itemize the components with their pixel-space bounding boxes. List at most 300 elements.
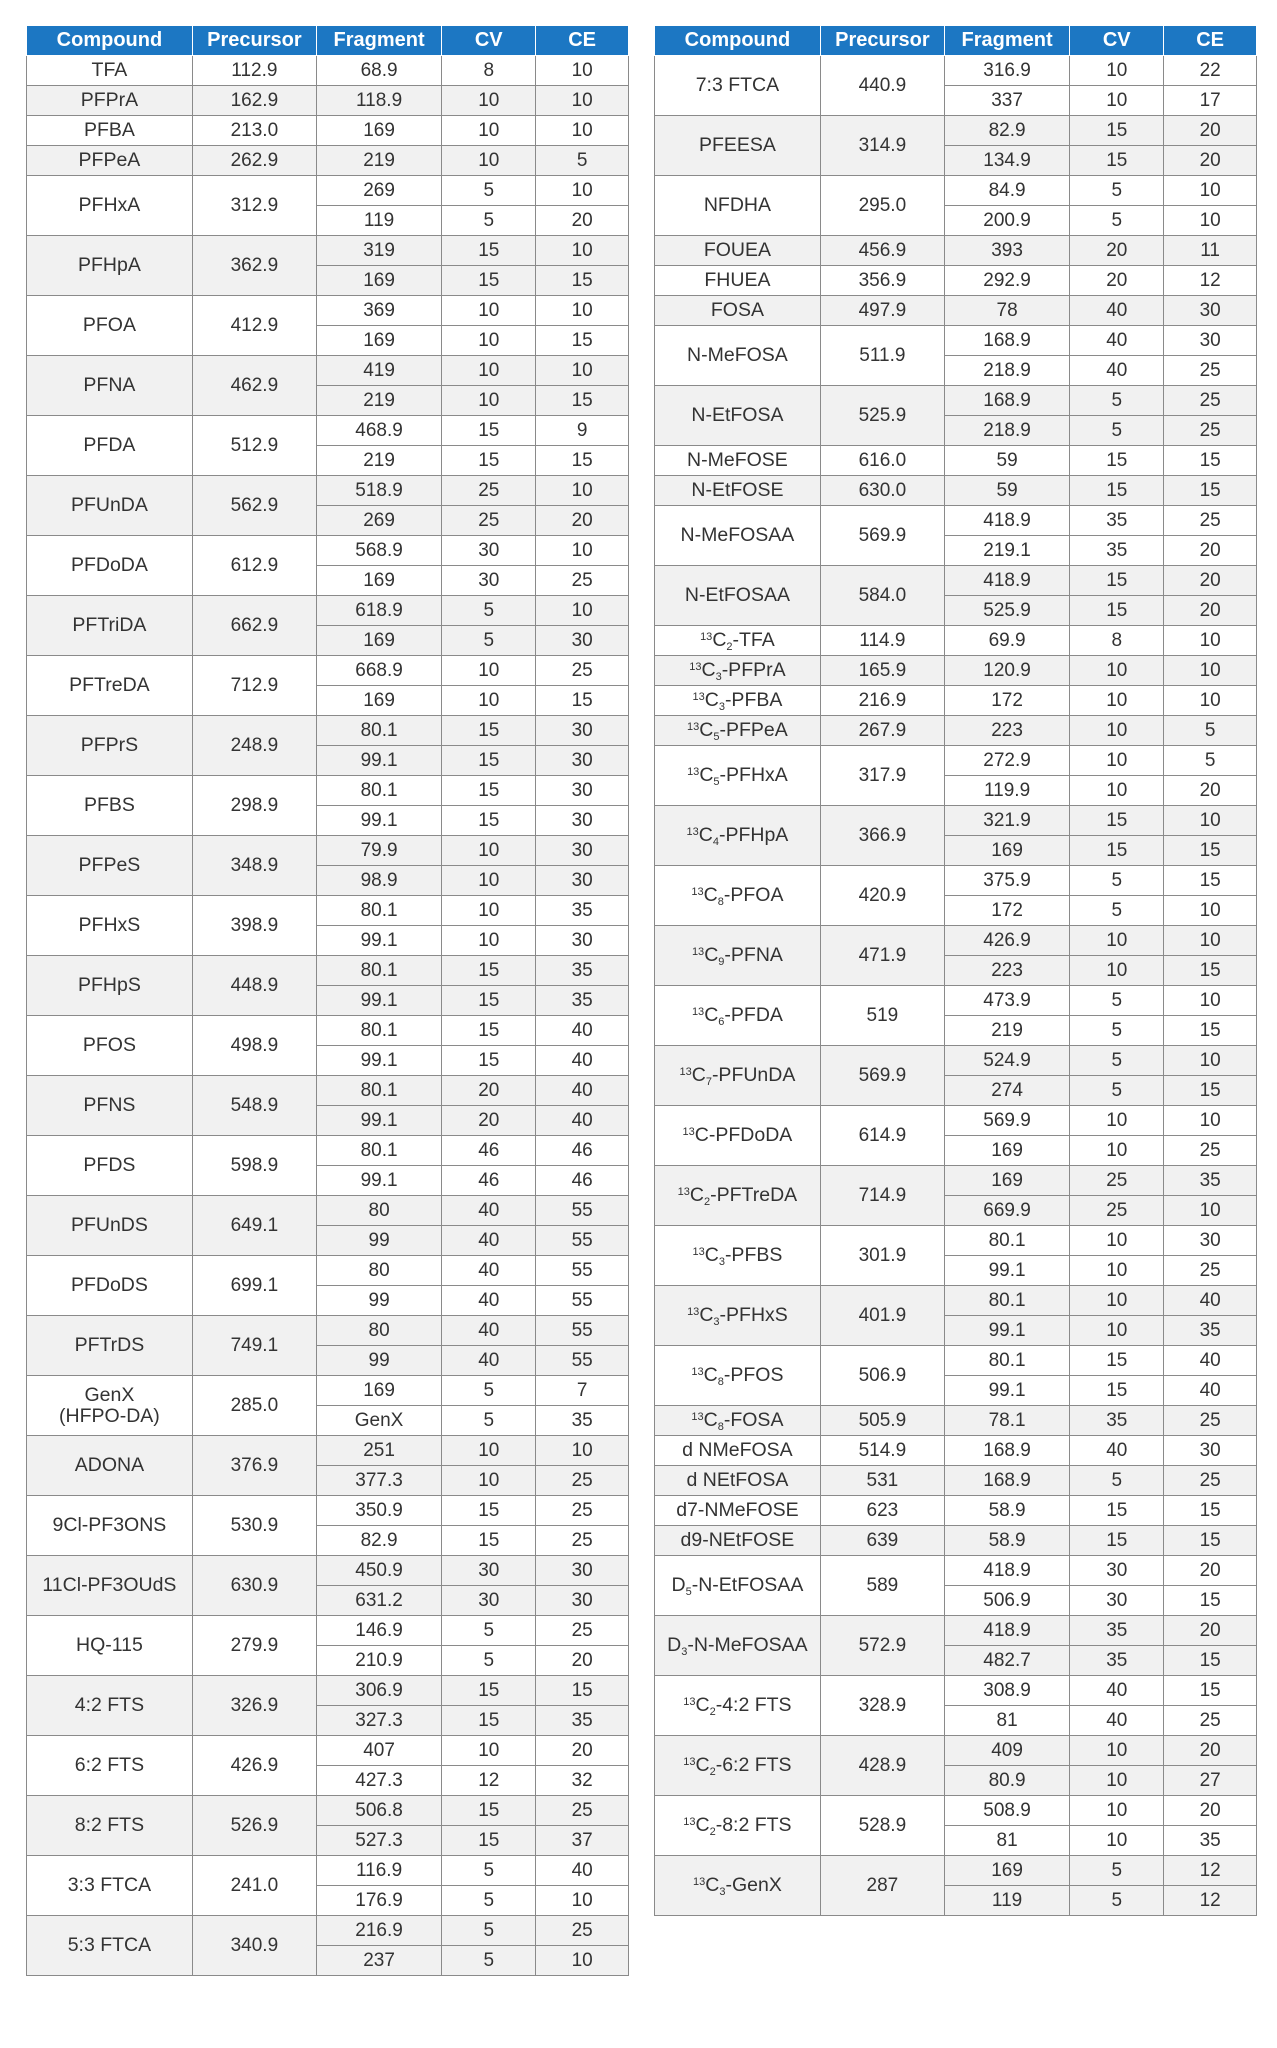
cell-ce: 20 <box>1164 1796 1257 1826</box>
cell-cv: 15 <box>1070 596 1164 626</box>
cell-ce: 55 <box>536 1346 629 1376</box>
header-cv: CV <box>442 26 536 56</box>
cell-fragment: 219.1 <box>944 536 1069 566</box>
cell-precursor: 714.9 <box>820 1166 944 1226</box>
cell-ce: 55 <box>536 1256 629 1286</box>
cell-fragment: 99.1 <box>316 1046 441 1076</box>
cell-ce: 35 <box>536 896 629 926</box>
cell-cv: 15 <box>1070 1346 1164 1376</box>
table-row <box>655 1286 1257 1316</box>
cell-cv: 40 <box>442 1316 536 1346</box>
cell-fragment: 80.9 <box>944 1766 1069 1796</box>
cell-compound: NFDHA <box>655 176 821 236</box>
table-row <box>27 1196 629 1226</box>
table-row <box>655 1616 1257 1646</box>
cell-precursor: 114.9 <box>820 626 944 656</box>
table-row <box>655 986 1257 1016</box>
cell-fragment: 508.9 <box>944 1796 1069 1826</box>
cell-ce: 55 <box>536 1316 629 1346</box>
cell-precursor: 511.9 <box>820 326 944 386</box>
table-row <box>27 536 629 566</box>
cell-fragment: 82.9 <box>944 116 1069 146</box>
cell-fragment: 350.9 <box>316 1496 441 1526</box>
cell-compound: PFHxA <box>27 176 193 236</box>
table-row <box>27 1676 629 1706</box>
cell-cv: 40 <box>1070 296 1164 326</box>
cell-precursor: 497.9 <box>820 296 944 326</box>
table-row <box>27 776 629 806</box>
table-row <box>27 1556 629 1586</box>
cell-fragment: 218.9 <box>944 356 1069 386</box>
table-row <box>27 146 629 176</box>
cell-ce: 40 <box>1164 1346 1257 1376</box>
cell-ce: 10 <box>536 596 629 626</box>
table-row <box>655 1406 1257 1436</box>
cell-compound: GenX (HFPO-DA) <box>27 1376 193 1436</box>
cell-compound: 5:3 FTCA <box>27 1916 193 1976</box>
cell-compound: $^{13}C_8$-PFOS <box>655 1346 821 1406</box>
cell-cv: 15 <box>1070 1496 1164 1526</box>
cell-cv: 5 <box>1070 1016 1164 1046</box>
cell-ce: 25 <box>1164 356 1257 386</box>
table-row <box>655 1466 1257 1496</box>
cell-fragment: 172 <box>944 896 1069 926</box>
cell-fragment: 219 <box>944 1016 1069 1046</box>
cell-cv: 40 <box>1070 1676 1164 1706</box>
cell-fragment: 223 <box>944 716 1069 746</box>
cell-ce: 10 <box>536 296 629 326</box>
cell-cv: 15 <box>1070 146 1164 176</box>
cell-cv: 10 <box>442 146 536 176</box>
cell-precursor: 285.0 <box>192 1376 316 1436</box>
cell-compound: $^{13}C_5$-PFHxA <box>655 746 821 806</box>
cell-fragment: 426.9 <box>944 926 1069 956</box>
cell-ce: 40 <box>536 1046 629 1076</box>
cell-fragment: 308.9 <box>944 1676 1069 1706</box>
cell-precursor: 312.9 <box>192 176 316 236</box>
cell-compound: PFOS <box>27 1016 193 1076</box>
cell-compound: FOUEA <box>655 236 821 266</box>
cell-cv: 5 <box>442 176 536 206</box>
cell-ce: 10 <box>1164 656 1257 686</box>
cell-fragment: 68.9 <box>316 56 441 86</box>
cell-fragment: 169 <box>944 1166 1069 1196</box>
cell-compound: PFNA <box>27 356 193 416</box>
table-row <box>27 356 629 386</box>
cell-fragment: 327.3 <box>316 1706 441 1736</box>
cell-ce: 12 <box>1164 1886 1257 1916</box>
cell-ce: 25 <box>1164 1406 1257 1436</box>
cell-compound: PFTrDS <box>27 1316 193 1376</box>
cell-ce: 25 <box>536 1916 629 1946</box>
cell-cv: 10 <box>442 866 536 896</box>
cell-ce: 30 <box>536 866 629 896</box>
cell-ce: 15 <box>1164 476 1257 506</box>
cell-precursor: 426.9 <box>192 1736 316 1796</box>
cell-ce: 55 <box>536 1286 629 1316</box>
cell-compound: TFA <box>27 56 193 86</box>
cell-precursor: 326.9 <box>192 1676 316 1736</box>
cell-ce: 30 <box>536 1586 629 1616</box>
cell-fragment: 219 <box>316 386 441 416</box>
cell-cv: 40 <box>442 1196 536 1226</box>
cell-fragment: 518.9 <box>316 476 441 506</box>
table-row <box>27 1436 629 1466</box>
cell-cv: 15 <box>1070 566 1164 596</box>
cell-fragment: 69.9 <box>944 626 1069 656</box>
cell-ce: 15 <box>1164 1076 1257 1106</box>
table-row <box>655 926 1257 956</box>
cell-ce: 40 <box>536 1856 629 1886</box>
cell-fragment: 58.9 <box>944 1496 1069 1526</box>
cell-ce: 10 <box>536 56 629 86</box>
cell-precursor: 528.9 <box>820 1796 944 1856</box>
table-row <box>655 716 1257 746</box>
cell-ce: 30 <box>1164 326 1257 356</box>
table-row <box>655 176 1257 206</box>
cell-ce: 12 <box>1164 1856 1257 1886</box>
cell-cv: 5 <box>442 1856 536 1886</box>
cell-precursor: 340.9 <box>192 1916 316 1976</box>
cell-precursor: 526.9 <box>192 1796 316 1856</box>
cell-cv: 15 <box>442 776 536 806</box>
cell-cv: 5 <box>1070 1076 1164 1106</box>
cell-fragment: 99.1 <box>316 926 441 956</box>
cell-fragment: 210.9 <box>316 1646 441 1676</box>
cell-fragment: 316.9 <box>944 56 1069 86</box>
cell-compound: 7:3 FTCA <box>655 56 821 116</box>
cell-fragment: 118.9 <box>316 86 441 116</box>
cell-cv: 5 <box>442 1646 536 1676</box>
cell-cv: 5 <box>1070 416 1164 446</box>
cell-fragment: 99.1 <box>944 1256 1069 1286</box>
cell-fragment: 80.1 <box>316 956 441 986</box>
cell-fragment: 219 <box>316 446 441 476</box>
cell-fragment: 306.9 <box>316 1676 441 1706</box>
header-precursor: Precursor <box>192 26 316 56</box>
cell-compound: $^{13}C_4$-PFHpA <box>655 806 821 866</box>
cell-fragment: 251 <box>316 1436 441 1466</box>
table-row <box>655 656 1257 686</box>
cell-compound: PFDoDA <box>27 536 193 596</box>
cell-compound: N-MeFOSAA <box>655 506 821 566</box>
cell-fragment: 418.9 <box>944 1616 1069 1646</box>
cell-ce: 25 <box>1164 1466 1257 1496</box>
cell-ce: 20 <box>536 206 629 236</box>
cell-fragment: 59 <box>944 446 1069 476</box>
cell-ce: 27 <box>1164 1766 1257 1796</box>
cell-cv: 10 <box>442 356 536 386</box>
cell-precursor: 612.9 <box>192 536 316 596</box>
table-row <box>27 1076 629 1106</box>
table-row <box>655 506 1257 536</box>
cell-cv: 5 <box>1070 1046 1164 1076</box>
cell-compound: $^{13}C_7$-PFUnDA <box>655 1046 821 1106</box>
cell-precursor: 519 <box>820 986 944 1046</box>
table-row <box>655 116 1257 146</box>
cell-cv: 30 <box>1070 1586 1164 1616</box>
table-row <box>27 656 629 686</box>
header-ce: CE <box>536 26 629 56</box>
cell-ce: 35 <box>536 986 629 1016</box>
cell-compound: $^{13}C_8$-PFOA <box>655 866 821 926</box>
cell-ce: 20 <box>1164 536 1257 566</box>
cell-cv: 10 <box>1070 56 1164 86</box>
header-precursor: Precursor <box>820 26 944 56</box>
cell-fragment: 120.9 <box>944 656 1069 686</box>
cell-ce: 25 <box>536 656 629 686</box>
table-row <box>27 1916 629 1946</box>
cell-fragment: 99.1 <box>316 986 441 1016</box>
table-row <box>655 56 1257 86</box>
cell-fragment: 169 <box>316 116 441 146</box>
cell-cv: 15 <box>442 806 536 836</box>
cell-precursor: 287 <box>820 1856 944 1916</box>
cell-ce: 20 <box>1164 146 1257 176</box>
table-row <box>655 1166 1257 1196</box>
cell-fragment: 450.9 <box>316 1556 441 1586</box>
cell-fragment: 223 <box>944 956 1069 986</box>
cell-cv: 30 <box>442 566 536 596</box>
cell-cv: 5 <box>1070 896 1164 926</box>
cell-fragment: 168.9 <box>944 1466 1069 1496</box>
header-compound: Compound <box>27 26 193 56</box>
cell-cv: 10 <box>1070 1316 1164 1346</box>
cell-ce: 10 <box>1164 1046 1257 1076</box>
table-row <box>655 446 1257 476</box>
cell-cv: 25 <box>442 476 536 506</box>
cell-compound: d7-NMeFOSE <box>655 1496 821 1526</box>
cell-cv: 20 <box>1070 236 1164 266</box>
cell-ce: 20 <box>536 1736 629 1766</box>
cell-fragment: 169 <box>316 326 441 356</box>
cell-cv: 15 <box>442 1016 536 1046</box>
cell-cv: 15 <box>442 746 536 776</box>
cell-precursor: 623 <box>820 1496 944 1526</box>
cell-cv: 25 <box>442 506 536 536</box>
cell-cv: 30 <box>442 1556 536 1586</box>
cell-ce: 25 <box>536 1526 629 1556</box>
cell-precursor: 279.9 <box>192 1616 316 1676</box>
table-row <box>27 1316 629 1346</box>
cell-precursor: 162.9 <box>192 86 316 116</box>
table-row <box>27 1796 629 1826</box>
cell-compound: 9Cl-PF3ONS <box>27 1496 193 1556</box>
cell-ce: 10 <box>536 116 629 146</box>
cell-cv: 15 <box>442 1676 536 1706</box>
table-row <box>655 296 1257 326</box>
cell-cv: 40 <box>1070 1436 1164 1466</box>
cell-fragment: 668.9 <box>316 656 441 686</box>
cell-compound: 11Cl-PF3OUdS <box>27 1556 193 1616</box>
cell-precursor: 362.9 <box>192 236 316 296</box>
header-row <box>27 26 629 56</box>
cell-cv: 5 <box>1070 1886 1164 1916</box>
cell-fragment: 81 <box>944 1706 1069 1736</box>
cell-compound: $^{13}C_9$-PFNA <box>655 926 821 986</box>
table-row <box>27 86 629 116</box>
table-row <box>655 386 1257 416</box>
cell-ce: 30 <box>536 716 629 746</box>
cell-fragment: 82.9 <box>316 1526 441 1556</box>
cell-cv: 15 <box>442 956 536 986</box>
cell-ce: 10 <box>536 176 629 206</box>
cell-ce: 30 <box>1164 296 1257 326</box>
cell-precursor: 712.9 <box>192 656 316 716</box>
cell-ce: 10 <box>1164 1196 1257 1226</box>
cell-cv: 15 <box>442 1706 536 1736</box>
cell-precursor: 216.9 <box>820 686 944 716</box>
cell-fragment: 168.9 <box>944 1436 1069 1466</box>
cell-ce: 20 <box>1164 776 1257 806</box>
cell-cv: 15 <box>442 986 536 1016</box>
table-row <box>655 1676 1257 1706</box>
cell-cv: 35 <box>1070 1646 1164 1676</box>
table-row <box>655 236 1257 266</box>
cell-fragment: 99 <box>316 1286 441 1316</box>
cell-fragment: 172 <box>944 686 1069 716</box>
cell-fragment: 506.8 <box>316 1796 441 1826</box>
table-row <box>655 1856 1257 1886</box>
cell-precursor: 530.9 <box>192 1496 316 1556</box>
cell-ce: 20 <box>1164 116 1257 146</box>
cell-fragment: 116.9 <box>316 1856 441 1886</box>
cell-ce: 30 <box>1164 1226 1257 1256</box>
cell-fragment: 427.3 <box>316 1766 441 1796</box>
cell-cv: 35 <box>1070 1616 1164 1646</box>
cell-cv: 15 <box>442 716 536 746</box>
cell-compound: $^{13}C_2$-PFTreDA <box>655 1166 821 1226</box>
cell-fragment: 269 <box>316 176 441 206</box>
cell-compound: PFTreDA <box>27 656 193 716</box>
cell-ce: 25 <box>536 1616 629 1646</box>
cell-ce: 15 <box>1164 956 1257 986</box>
cell-cv: 5 <box>1070 1856 1164 1886</box>
cell-cv: 10 <box>1070 776 1164 806</box>
cell-cv: 15 <box>442 416 536 446</box>
cell-ce: 15 <box>536 326 629 356</box>
cell-fragment: 169 <box>316 266 441 296</box>
cell-compound: ADONA <box>27 1436 193 1496</box>
cell-fragment: 216.9 <box>316 1916 441 1946</box>
cell-precursor: 456.9 <box>820 236 944 266</box>
cell-ce: 5 <box>536 146 629 176</box>
table-row <box>27 296 629 326</box>
cell-fragment: 473.9 <box>944 986 1069 1016</box>
cell-ce: 25 <box>536 1796 629 1826</box>
cell-ce: 20 <box>1164 1556 1257 1586</box>
cell-ce: 30 <box>536 746 629 776</box>
cell-precursor: 649.1 <box>192 1196 316 1256</box>
header-fragment: Fragment <box>316 26 441 56</box>
cell-cv: 10 <box>1070 1736 1164 1766</box>
cell-ce: 40 <box>536 1016 629 1046</box>
cell-ce: 9 <box>536 416 629 446</box>
cell-compound: PFBS <box>27 776 193 836</box>
cell-precursor: 548.9 <box>192 1076 316 1136</box>
cell-cv: 5 <box>1070 1466 1164 1496</box>
cell-cv: 15 <box>442 236 536 266</box>
cell-cv: 10 <box>1070 746 1164 776</box>
cell-fragment: 393 <box>944 236 1069 266</box>
cell-cv: 10 <box>442 1736 536 1766</box>
cell-compound: $^{13}C_3$-GenX <box>655 1856 821 1916</box>
cell-ce: 15 <box>1164 1586 1257 1616</box>
cell-ce: 30 <box>536 926 629 956</box>
cell-precursor: 165.9 <box>820 656 944 686</box>
cell-precursor: 569.9 <box>820 506 944 566</box>
cell-fragment: 568.9 <box>316 536 441 566</box>
cell-precursor: 314.9 <box>820 116 944 176</box>
cell-cv: 20 <box>1070 266 1164 296</box>
cell-cv: 15 <box>442 1826 536 1856</box>
cell-fragment: 119.9 <box>944 776 1069 806</box>
table-row <box>27 1736 629 1766</box>
cell-cv: 15 <box>442 1046 536 1076</box>
cell-cv: 10 <box>442 1436 536 1466</box>
cell-compound: $^{13}$C-PFDoDA <box>655 1106 821 1166</box>
cell-cv: 5 <box>442 1616 536 1646</box>
cell-cv: 40 <box>1070 1706 1164 1736</box>
cell-precursor: 298.9 <box>192 776 316 836</box>
cell-fragment: 80 <box>316 1196 441 1226</box>
cell-cv: 8 <box>442 56 536 86</box>
cell-cv: 5 <box>442 1886 536 1916</box>
cell-cv: 5 <box>442 596 536 626</box>
cell-cv: 20 <box>442 1076 536 1106</box>
cell-precursor: 301.9 <box>820 1226 944 1286</box>
table-row <box>655 1526 1257 1556</box>
table-row <box>27 236 629 266</box>
cell-compound: 3:3 FTCA <box>27 1856 193 1916</box>
cell-ce: 22 <box>1164 56 1257 86</box>
cell-cv: 10 <box>1070 1826 1164 1856</box>
cell-compound: PFNS <box>27 1076 193 1136</box>
cell-fragment: 80.1 <box>316 1076 441 1106</box>
cell-precursor: 630.9 <box>192 1556 316 1616</box>
table-row <box>27 1496 629 1526</box>
cell-precursor: 366.9 <box>820 806 944 866</box>
cell-precursor: 262.9 <box>192 146 316 176</box>
cell-fragment: 169 <box>316 1376 441 1406</box>
cell-fragment: 168.9 <box>944 326 1069 356</box>
cell-precursor: 448.9 <box>192 956 316 1016</box>
cell-ce: 15 <box>536 446 629 476</box>
cell-cv: 40 <box>1070 326 1164 356</box>
cell-fragment: 269 <box>316 506 441 536</box>
cell-compound: $^{13}C_3$-PFBS <box>655 1226 821 1286</box>
cell-fragment: 59 <box>944 476 1069 506</box>
cell-fragment: 375.9 <box>944 866 1069 896</box>
cell-fragment: 80.1 <box>316 1136 441 1166</box>
table-row <box>27 1016 629 1046</box>
cell-fragment: 419 <box>316 356 441 386</box>
cell-ce: 10 <box>536 1436 629 1466</box>
table-row <box>655 476 1257 506</box>
cell-ce: 15 <box>1164 1526 1257 1556</box>
cell-cv: 10 <box>442 656 536 686</box>
cell-ce: 30 <box>1164 1436 1257 1466</box>
cell-ce: 10 <box>1164 926 1257 956</box>
table-row <box>655 266 1257 296</box>
table-row <box>655 1226 1257 1256</box>
cell-precursor: 295.0 <box>820 176 944 236</box>
cell-cv: 15 <box>442 446 536 476</box>
cell-compound: d NEtFOSA <box>655 1466 821 1496</box>
cell-cv: 30 <box>442 1586 536 1616</box>
cell-fragment: 418.9 <box>944 506 1069 536</box>
cell-cv: 10 <box>1070 1796 1164 1826</box>
